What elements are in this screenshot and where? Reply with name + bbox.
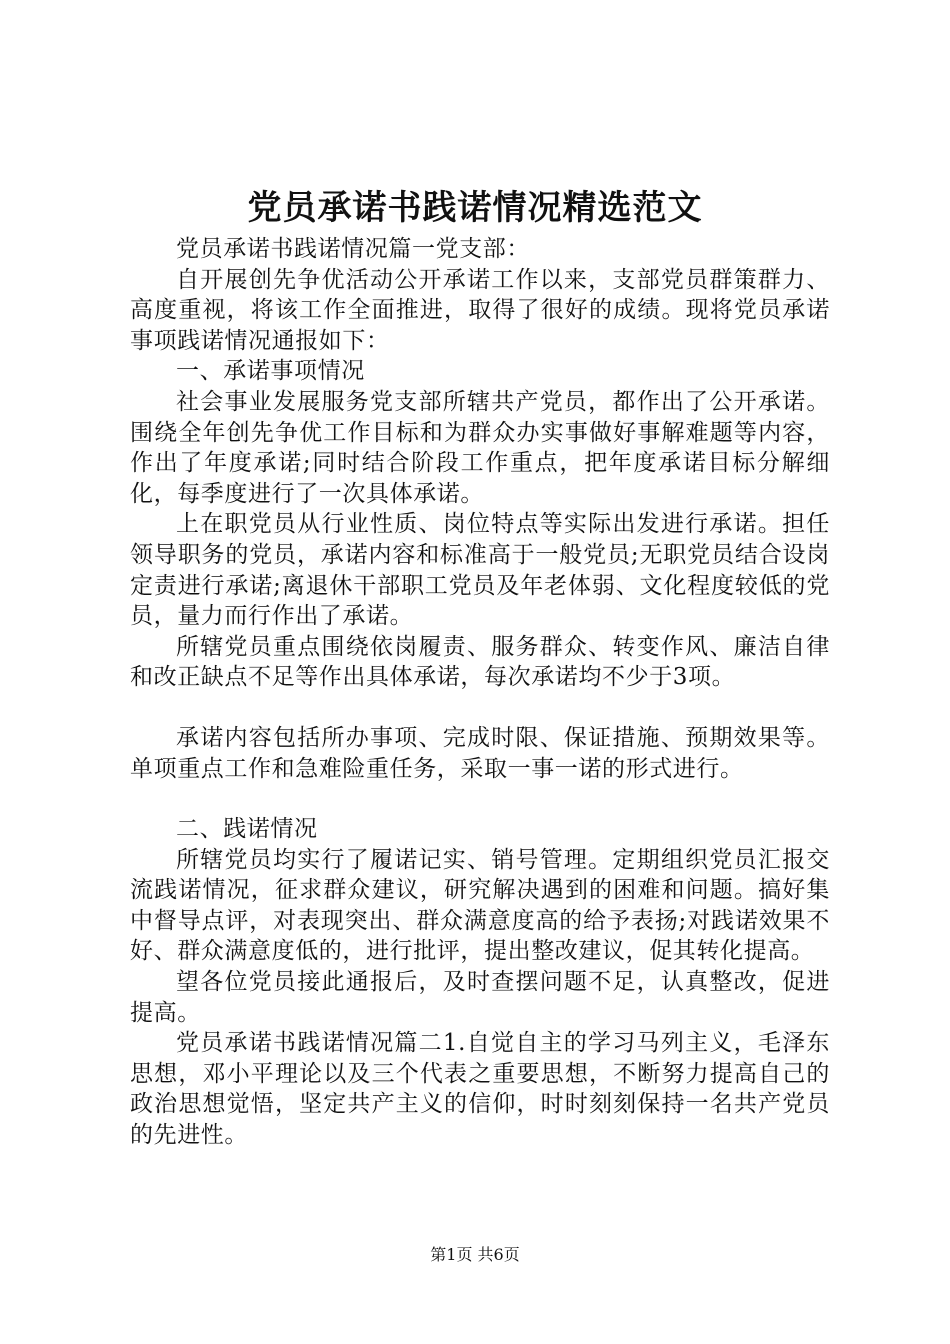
- paragraph-fulfillment-1: 所辖党员均实行了履诺记实、销号管理。定期组织党员汇报交流践诺情况，征求群众建议，研究解决遇到的困难和问题。搞好集中督导点评，对表现突出、群众满意度高的给予表扬;对践诺效果不好、群众满意度低的，进行批评，提出整改建议，促其转化提高。: [130, 846, 830, 965]
- page-footer: 第1页 共6页: [430, 1245, 520, 1264]
- paragraph-part-two: 党员承诺书践诺情况篇二1.自觉自主的学习马列主义，毛泽东思想，邓小平理论以及三个代表之重要思想，不断努力提高自己的政治思想觉悟，坚定共产主义的信仰，时时刻刻保持一名共产党员的先进性。: [130, 1030, 830, 1149]
- section-heading-commitments: 一、承诺事项情况: [176, 358, 365, 385]
- paragraph-fulfillment-2: 望各位党员接此通报后，及时查摆问题不足，认真整改，促进提高。: [130, 969, 830, 1026]
- section-heading-fulfillment: 二、践诺情况: [176, 816, 318, 843]
- document-body: [130, 234, 830, 1151]
- paragraph-intro: 党员承诺书践诺情况篇一党支部：: [176, 236, 530, 262]
- paragraph-overview: 自开展创先争优活动公开承诺工作以来，支部党员群策群力、高度重视，将该工作全面推进，取得了很好的成绩。现将党员承诺事项践诺情况通报如下：: [130, 266, 830, 354]
- paragraph-commitments-4: 承诺内容包括所办事项、完成时限、保证措施、预期效果等。单项重点工作和急难险重任务，采取一事一诺的形式进行。: [130, 724, 830, 782]
- document-title: 党员承诺书践诺情况精选范文: [247, 188, 703, 228]
- paragraph-commitments-2: 上在职党员从行业性质、岗位特点等实际出发进行承诺。担任领导职务的党员，承诺内容和标准高于一般党员;无职党员结合设岗定责进行承诺;离退休干部职工党员及年老体弱、文化程度较低的党员，量力而行作出了承诺。: [130, 511, 830, 630]
- paragraph-commitments-3: 所辖党员重点围绕依岗履责、服务群众、转变作风、廉洁自律和改正缺点不足等作出具体承诺，每次承诺均不少于3项。: [130, 633, 830, 691]
- paragraph-commitments-1: 社会事业发展服务党支部所辖共产党员，都作出了公开承诺。围绕全年创先争优工作目标和为群众办实事做好事解难题等内容，作出了年度承诺;同时结合阶段工作重点，把年度承诺目标分解细化，每季度进行了一次具体承诺。: [130, 388, 830, 507]
